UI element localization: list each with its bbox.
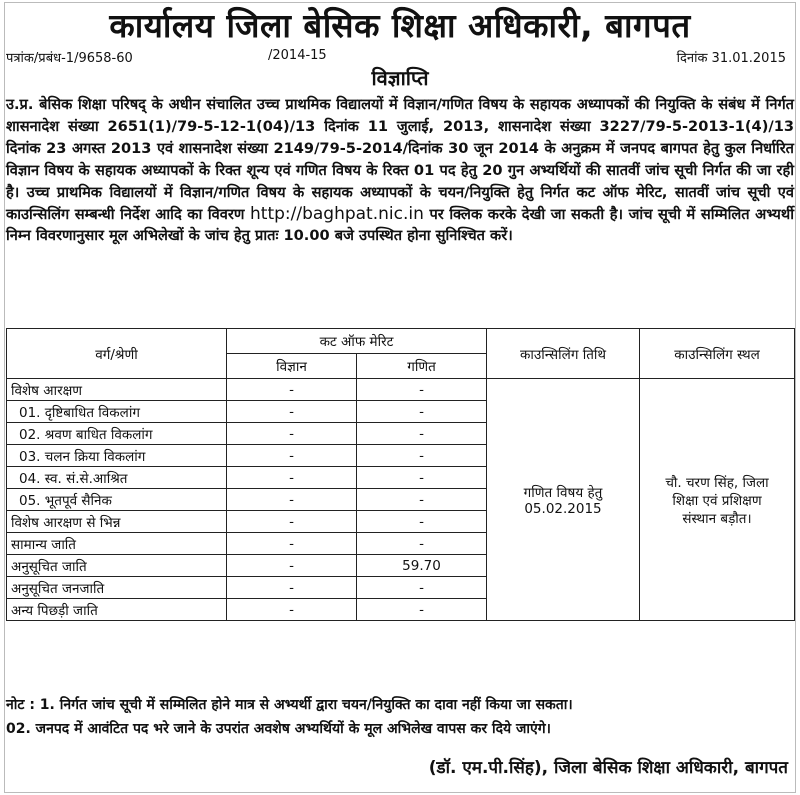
row-maths-cutoff: - [357,511,487,533]
notice-body [6,94,794,247]
header-maths: गणित [357,354,487,379]
row-science-cutoff: - [227,445,357,467]
notice-paragraph-1: उ.प्र. बेसिक शिक्षा परिषद् के अधीन संचालित उच्च प्राथमिक विद्यालयों में विज्ञान/गणित विषय के सहायक अध्यापकों की नियुक्ति के संबंध में निर्गत शासनादेश संख्या 2651(1)/79-5-12-1(04)/13 दिनांक 11 जुलाई, 2013, शासनादेश संख्या 3227/79-5-2013-1(4)/13 दिनांक 23 अगस्त 2013 एवं शासनादेश संख्या 2149/79-5-2014/दिनांक 30 जून 2014 के अनुक्रम में जनपद बागपत हेतु कुल निर्धारित विज्ञान विषय के सहायक अध्यापकों के रिक्त शून्य एवं गणित विषय के रिक्त 01 पद हेतु 20 गुन अभ्यर्थियों की सातवीं जांच सूची निर्गत की जा रही है। उच्च प्राथमिक विद्यालयों में विज्ञान/गणित विषय के सहायक अध्यापकों के चयन/नियुक्ति हेतु निर्गत कट ऑफ मेरिट, सातवीं जांच सूची एवं काउन्सिलिंग सम्बन्धी निर्देश आदि का विवरण [6,96,794,223]
row-science-cutoff: - [227,555,357,577]
venue-line: चौ. चरण सिंह, जिला [665,474,769,491]
row-maths-cutoff: - [357,401,487,423]
row-category: विशेष आरक्षण [7,379,227,401]
counselling-venue-cell [640,379,795,621]
row-category: 02. श्रवण बाधित विकलांग [7,423,227,445]
row-maths-cutoff: 59.70 [357,555,487,577]
row-category: 04. स्व. सं.से.आश्रित [7,467,227,489]
venue-line: संस्थान बड़ौत। [682,510,752,527]
row-science-cutoff: - [227,423,357,445]
office-title: कार्यालय जिला बेसिक शिक्षा अधिकारी, बागपत [109,6,691,45]
header-counselling-date: काउन्सिलिंग तिथि [487,329,640,379]
reference-number: पत्रांक/प्रबंध-1/9658-60 [6,51,133,66]
header-category: वर्ग/श्रेणी [7,329,227,379]
table-body [7,379,795,621]
issue-date: दिनांक 31.01.2015 [676,51,786,66]
row-maths-cutoff: - [357,445,487,467]
header-cutoff: कट ऑफ मेरिट [227,329,487,354]
row-maths-cutoff: - [357,423,487,445]
row-category: विशेष आरक्षण से भिन्न [7,511,227,533]
row-category: 01. दृष्टिबाधित विकलांग [7,401,227,423]
row-science-cutoff: - [227,511,357,533]
row-science-cutoff: - [227,577,357,599]
row-category: अनुसूचित जाति [7,555,227,577]
note-1: नोट : 1. निर्गत जांच सूची में सम्मिलित होने मात्र से अभ्यर्थी द्वारा चयन/नियुक्ति का दावा नहीं किया जा सकता। [6,697,573,713]
row-category: 05. भूतपूर्व सैनिक [7,489,227,511]
row-science-cutoff: - [227,489,357,511]
notes-section [6,693,794,741]
note-2: 02. जनपद में आवंटित पद भरे जाने के उपरांत अवशेष अभ्यर्थियों के मूल अभिलेख वापस कर दिये जाएंगे। [6,721,551,737]
row-category: अन्य पिछड़ी जाति [7,599,227,621]
row-science-cutoff: - [227,467,357,489]
cutoff-table [6,328,795,621]
reference-year: /2014-15 [268,48,327,63]
header-science: विज्ञान [227,354,357,379]
row-maths-cutoff: - [357,577,487,599]
signature: (डॉ. एम.पी.सिंह), जिला बेसिक शिक्षा अधिकारी, बागपत [428,758,788,778]
table-row [7,379,795,401]
notice-paragraph-2: पर क्लिक करके देखी जा सकती है। जांच सूची में सम्मिलित अभ्यर्थी निम्न विवरणानुसार मूल अभिलेखों के जांच हेतु प्रातः 10.00 बजे उपस्थित होना सुनिश्चित करें। [6,205,794,245]
counselling-date-cell [487,379,640,621]
row-category: सामान्य जाति [7,533,227,555]
header-counselling-venue: काउन्सिलिंग स्थल [640,329,795,379]
venue-line: शिक्षा एवं प्रशिक्षण [672,492,762,509]
website-link[interactable]: http://baghpat.nic.in [250,203,424,224]
row-science-cutoff: - [227,599,357,621]
row-category: 03. चलन क्रिया विकलांग [7,445,227,467]
row-category: अनुसूचित जनजाति [7,577,227,599]
counselling-subject: गणित विषय हेतु [523,484,603,501]
row-maths-cutoff: - [357,379,487,401]
row-maths-cutoff: - [357,489,487,511]
row-maths-cutoff: - [357,599,487,621]
row-science-cutoff: - [227,533,357,555]
row-maths-cutoff: - [357,533,487,555]
row-science-cutoff: - [227,401,357,423]
counselling-date: 05.02.2015 [524,500,602,517]
row-science-cutoff: - [227,379,357,401]
notice-title: विज्ञाप्ति [371,66,429,90]
row-maths-cutoff: - [357,467,487,489]
